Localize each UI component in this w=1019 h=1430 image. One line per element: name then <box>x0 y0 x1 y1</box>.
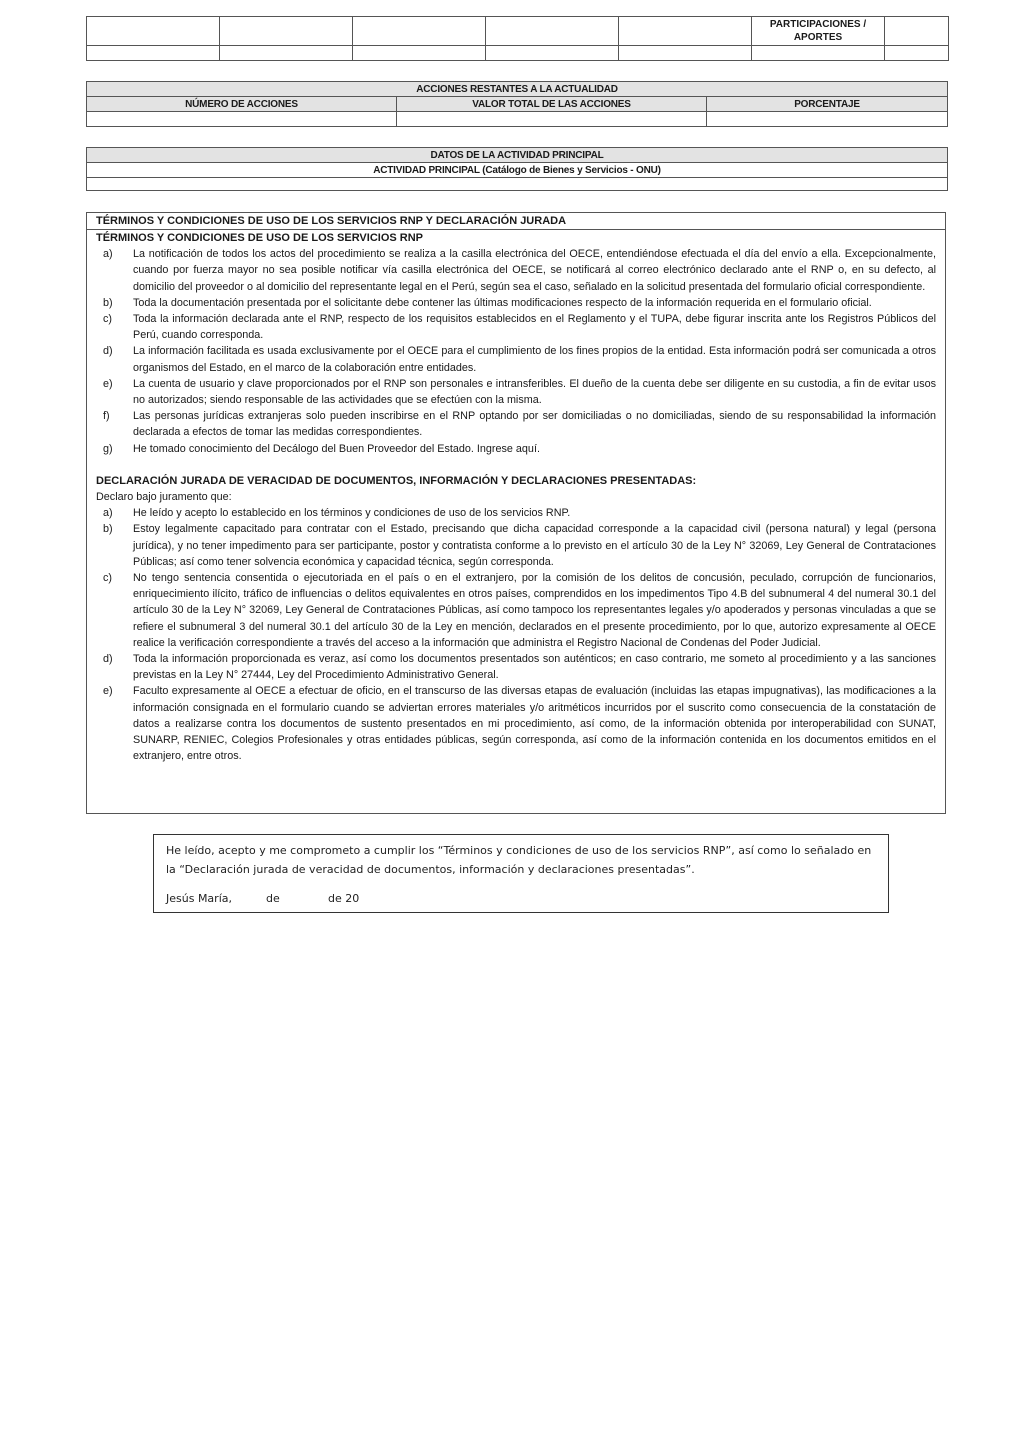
item-text: La información facilitada es usada exclusivamente por el OECE para el cumplimiento de los fines propios de la entidad. Esta información podrá ser comunicada a otros organismos del Estado, en el marco de la colaboración entre entidades. <box>133 345 936 374</box>
acciones-title: ACCIONES RESTANTES A LA ACTUALIDAD <box>87 82 948 97</box>
actividad-title: DATOS DE LA ACTIVIDAD PRINCIPAL <box>87 148 948 163</box>
porcentaje-input[interactable] <box>707 112 948 127</box>
participaciones-table <box>86 16 949 61</box>
input-cell[interactable] <box>486 46 619 61</box>
acciones-table <box>86 81 948 127</box>
item-text: He tomado conocimiento del Decálogo del Buen Proveedor del Estado. Ingrese aquí. <box>133 442 540 455</box>
section2-title: DECLARACIÓN JURADA DE VERACIDAD DE DOCUMENTOS, INFORMACIÓN Y DECLARACIONES PRESENTADAS: <box>96 474 697 487</box>
terms-body <box>87 230 945 765</box>
section2-intro: Declaro bajo juramento que: <box>96 491 232 504</box>
acceptance-text: He leído, acepto y me comprometo a cumplir los “Términos y condiciones de uso de los servicios RNP”, así como lo señalado en la “Declaración jurada de veracidad de documentos, información y declaraciones presentadas”. <box>166 844 872 876</box>
item-text: Toda la documentación presentada por el solicitante debe contener las últimas modificaciones respecto de la información requerida en el formulario oficial. <box>133 296 872 309</box>
cell <box>885 17 949 46</box>
cell <box>353 17 486 46</box>
cell <box>619 17 752 46</box>
col-valor-total: VALOR TOTAL DE LAS ACCIONES <box>397 97 707 112</box>
item-letter: e) <box>103 377 113 390</box>
terms-header: TÉRMINOS Y CONDICIONES DE USO DE LOS SERVICIOS RNP Y DECLARACIÓN JURADA <box>87 213 945 230</box>
list-item <box>96 570 936 651</box>
de-label-2: de 20 <box>328 892 360 905</box>
item-letter: c) <box>103 572 112 585</box>
item-text: Las personas jurídicas extranjeras solo pueden inscribirse en el RNP optando por ser domiciliadas o no domiciliadas, siendo de su responsabilidad la información declarada a efectos de tomar las medidas correspondientes. <box>133 410 936 439</box>
item-letter: e) <box>103 685 113 698</box>
input-cell[interactable] <box>752 46 885 61</box>
spacer <box>96 457 936 473</box>
actividad-table <box>86 147 948 191</box>
input-cell[interactable] <box>87 46 220 61</box>
item-text: La notificación de todos los actos del procedimiento se realiza a la casilla electrónica del OECE, entendiéndose efectuada el día del envío a ella. Excepcionalmente, cuando por fuerza mayor no sea posible notificar vía casilla electrónica del OECE, se notificará al correo electrónico declarado ante el RNP o, en su defecto, al domicilio del proveedor o al domicilio del representante legal en el Perú, según sea el caso, señalado en la solicitud presentada del formulario oficial correspondiente. <box>133 248 936 293</box>
list-item <box>96 311 936 343</box>
list-item <box>96 376 936 408</box>
input-cell[interactable] <box>885 46 949 61</box>
list-item <box>96 343 936 375</box>
col-porcentaje: PORCENTAJE <box>707 97 948 112</box>
item-letter: f) <box>103 410 110 423</box>
valor-total-input[interactable] <box>397 112 707 127</box>
section1-title: TÉRMINOS Y CONDICIONES DE USO DE LOS SERVICIOS RNP <box>96 232 424 244</box>
terms-box <box>86 212 946 814</box>
input-cell[interactable] <box>619 46 752 61</box>
item-letter: b) <box>103 296 113 309</box>
item-text: Toda la información proporcionada es veraz, así como los documentos presentados son auténticos; en caso contrario, me someto al procedimiento y a las sanciones previstas en la Ley N° 27444, Ley del Procedimiento Administrativo General. <box>133 653 936 682</box>
item-text: La cuenta de usuario y clave proporcionados por el RNP son personales e intransferibles. El dueño de la cuenta debe ser diligente en su custodia, a fin de evitar usos no autorizados; siendo responsable de las actividades que se efectúen con la misma. <box>133 377 936 407</box>
cell <box>87 17 220 46</box>
list-item <box>96 408 936 440</box>
input-cell[interactable] <box>353 46 486 61</box>
actividad-input[interactable] <box>87 178 948 191</box>
item-text: He leído y acepto lo establecido en los términos y condiciones de uso de los servicios RNP. <box>133 507 571 520</box>
item-letter: a) <box>103 507 113 520</box>
list-item <box>96 505 936 521</box>
item-text: No tengo sentencia consentida o ejecutoriada en el país o en el extranjero, por la comisión de los delitos de concusión, peculado, corrupción de funcionarios, enriquecimiento ilícito, tráfico de influencias o delitos equivalentes en otros países, comprendidos en los impedimentos Tipo 4.B del subnumeral 4 del numeral 30.1 del artículo 30 de la Ley N° 32069, Ley General de Contrataciones Públicas, así como tampoco los representantes legales y/o apoderados y personas vinculadas a que se refiere el subnumeral 3 del numeral 30.1 del artículo 30 de la Ley en mención, declarados en el presente procedimiento, por lo que, autorizo expresamente al OECE realice la verificación correspondiente a través del acceso a la información que administra el Registro Nacional de Condenas del Poder Judicial. <box>133 572 936 649</box>
item-letter: d) <box>103 345 113 358</box>
date-line <box>166 892 876 905</box>
participaciones-header: PARTICIPACIONES / APORTES <box>752 17 885 46</box>
list-item <box>96 441 936 457</box>
place-label: Jesús María, <box>166 892 232 905</box>
item-text: Faculto expresamente al OECE a efectuar de oficio, en el transcurso de las diversas etapas de evaluación (incluidas las etapas impugnativas), las modificaciones a la información consignada en el formulario cuando se adviertan errores materiales y/o aritméticos incurridos por el suscrito como consecuencia de la constatación de datos a realizarse contra los documentos de sustento presentados en mi procedimiento, así como, de la información obtenida por interoperabilidad con SUNAT, SUNARP, RENIEC, Colegios Profesionales y otras entidades públicas, según corresponda, así como de la información contenida en los documentos emitidos en el extranjero, entre otros. <box>133 685 936 763</box>
list-item <box>96 246 936 295</box>
list-item <box>96 521 936 570</box>
col-numero-acciones: NÚMERO DE ACCIONES <box>87 97 397 112</box>
actividad-subtitle: ACTIVIDAD PRINCIPAL (Catálogo de Bienes y Servicios - ONU) <box>87 163 948 178</box>
input-cell[interactable] <box>220 46 353 61</box>
item-letter: c) <box>103 313 112 326</box>
list-item <box>96 683 936 764</box>
section1-list <box>96 246 936 457</box>
item-text: Estoy legalmente capacitado para contratar con el Estado, precisando que dicha capacidad corresponde a la capacidad civil (persona natural) y legal (persona jurídica), y no tener impedimento para ser participante, postor y contratista conforme a lo previsto en el artículo 30 de la Ley N° 32069, Ley General de Contrataciones Públicas; así como tener solvencia económica y capacidad técnica, según corresponda. <box>133 523 936 568</box>
list-item <box>96 295 936 311</box>
item-letter: b) <box>103 523 113 536</box>
cell <box>220 17 353 46</box>
item-letter: g) <box>103 442 113 455</box>
list-item <box>96 651 936 683</box>
item-letter: a) <box>103 248 113 261</box>
de-label-1: de <box>266 892 280 905</box>
item-text: Toda la información declarada ante el RNP, respecto de los requisitos establecidos en el Reglamento y el TUPA, debe figurar inscrita ante los Registros Públicos del Perú, cuando corresponda. <box>133 313 936 342</box>
item-letter: d) <box>103 653 113 666</box>
numero-acciones-input[interactable] <box>87 112 397 127</box>
signature-box <box>153 834 889 913</box>
section2-list <box>96 505 936 764</box>
cell <box>486 17 619 46</box>
